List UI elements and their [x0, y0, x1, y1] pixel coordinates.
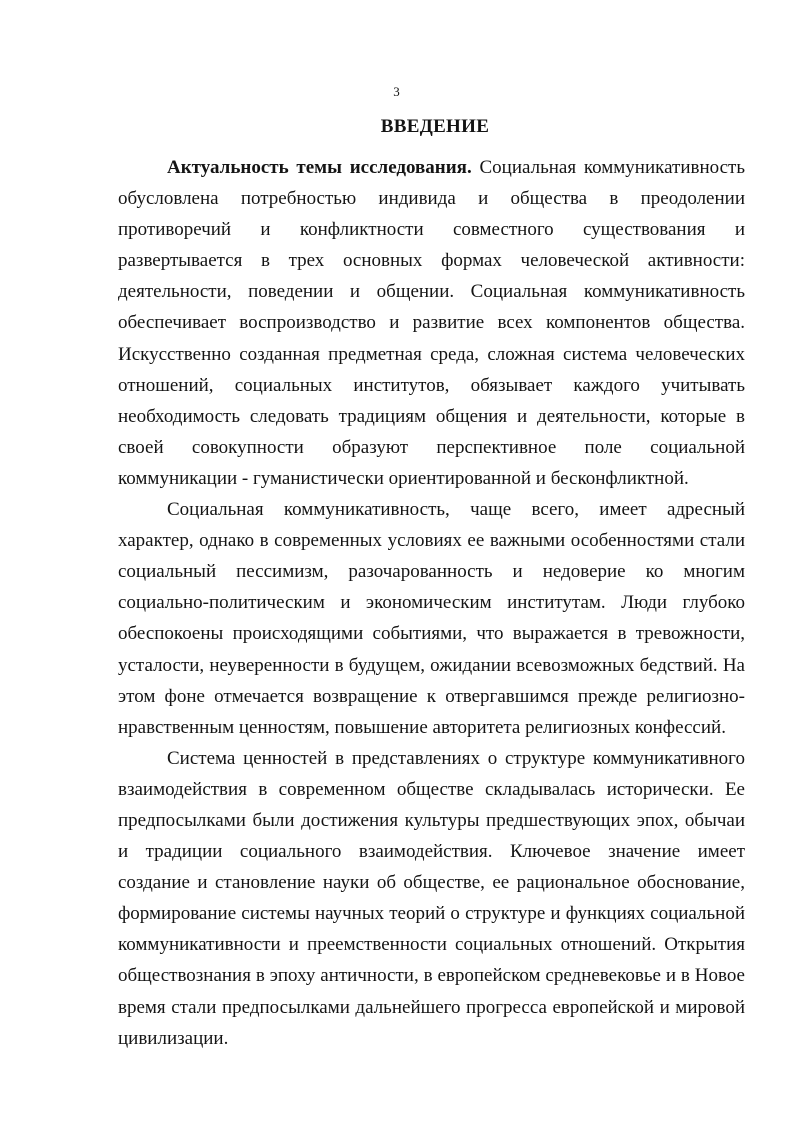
body-text [118, 152, 745, 1054]
paragraph-social-communication: Социальная коммуникативность, чаще всего, имеет адресный характер, однако в современных условиях ее важными особенностями стали социальный пессимизм, разочарованность и недоверие ко многим социально-политическим и экономическим институтам. Люди глубоко обеспокоены происходящими событиями, что выражается в тревожности, усталости, неуверенности в будущем, ожидании всевозможных бедствий. На этом фоне отмечается возвращение к отвергавшимся прежде религиозно-нравственным ценностям, повышение авторитета религиозных конфессий. [118, 499, 745, 738]
page-number: 3 [393, 84, 400, 99]
paragraph-value-system: Система ценностей в представлениях о структуре коммуникативного взаимодействия в современном обществе складывалась исторически. Ее предпосылками были достижения культуры предшествующих эпох, обычаи и традиции социального взаимодействия. Ключевое значение имеет создание и становление науки об обществе, ее рациональное обоснование, формирование системы научных теорий о структуре и функциях социальной коммуникативности и преемственности социальных отношений. Открытия обществознания в эпоху античности, в европейском средневековье и в Новое время стали предпосылками дальнейшего прогресса европейской и мировой цивилизации. [118, 747, 745, 1049]
section-title: ВВЕДЕНИЕ [380, 116, 490, 137]
paragraph-text: Социальная коммуникативность обусловлена потребностью индивида и общества в преодолении противоречий и конфликтности совместного существования и развертывается в трех основных формах человеческой активности: деятельности, поведении и общении. Социальная коммуникативность обеспечивает воспроизводство и развитие всех компонентов общества. Искусственно созданная предметная среда, сложная система человеческих отношений, социальных институтов, обязывает каждого учитывать необходимость следовать традициям общения и деятельности, которые в своей совокупности образуют перспективное поле социальной коммуникации - гуманистически ориентированной и бесконфликтной. [118, 157, 745, 489]
paragraph-lead-heading: Актуальность темы исследования. [167, 157, 472, 178]
paragraph-relevance [118, 152, 745, 494]
